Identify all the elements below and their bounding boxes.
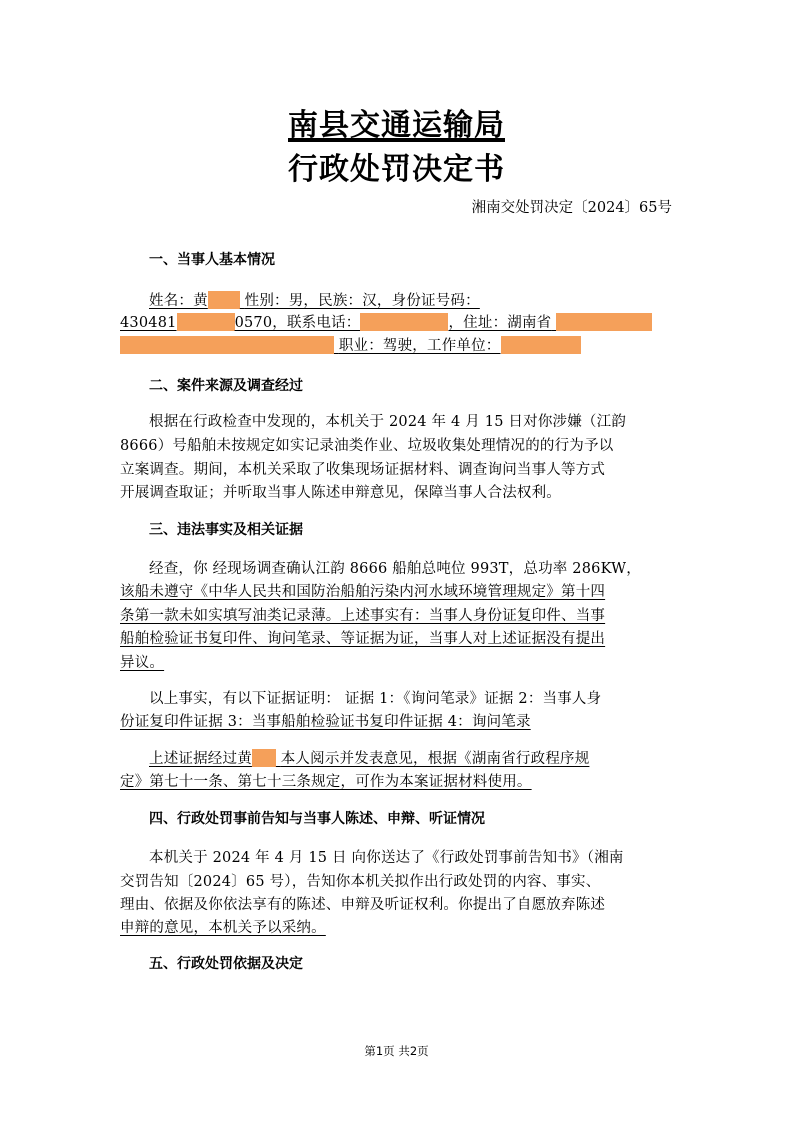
redaction-block (177, 313, 235, 331)
party-line-3: 职业：驾驶，工作单位： (120, 334, 581, 355)
section3-heading: 三、违法事实及相关证据 (149, 522, 303, 538)
redaction-block (556, 313, 652, 331)
section3-p1-line-1: 经查，你 经现场调查确认江韵 8666 船舶总吨位 993T，总功率 286KW， (149, 561, 641, 577)
redaction-block (360, 313, 448, 331)
redaction-block (252, 749, 276, 767)
section3-p1-line-2: 该船未遵守《中华人民共和国防治船舶污染内河水域环境管理规定》第十四 (120, 584, 606, 600)
section4-line-4: 申辩的意见，本机关予以采纳。 (120, 920, 326, 936)
party-line-2: 430481 0570，联系电话： ，住址：湖南省 (120, 311, 652, 332)
redaction-block (501, 336, 581, 354)
section4-line-3: 理由、依据及你依法享有的陈述、申辩及听证权利。你提出了自愿放弃陈述 (120, 897, 606, 913)
section4-heading: 四、行政处罚事前告知与当事人陈述、申辩、听证情况 (149, 811, 485, 827)
document-number: 湘南交处罚决定〔2024〕65号 (471, 200, 672, 216)
section3-p3-line-1: 上述证据经过黄 本人阅示并发表意见，根据《湖南省行政程序规 (149, 751, 590, 767)
section2-line-4: 开展调查取证；并听取当事人陈述申辩意见，保障当事人合法权利。 (120, 485, 561, 501)
page-number: 第1页 共2页 (364, 1044, 429, 1058)
section3-p2-line-2: 份证复印件证据 3：当事船舶检验证书复印件证据 4：询问笔录 (120, 714, 531, 730)
redaction-block (120, 336, 334, 354)
section2-heading: 二、案件来源及调查经过 (149, 378, 303, 394)
document-title: 行政处罚决定书 (288, 152, 505, 187)
section3-p1-line-3: 条第一款未如实填写油类记录薄。上述事实有：当事人身份证复印件、当事 (120, 608, 606, 624)
org-title: 南县交通运输局 (288, 108, 505, 143)
section4-line-2: 交罚告知〔2024〕65 号），告知你本机关拟作出行政处罚的内容、事实、 (120, 874, 601, 890)
section2-line-1: 根据在行政检查中发现的，本机关于 2024 年 4 月 15 日对你涉嫌（江韵 (149, 414, 627, 430)
section5-heading: 五、行政处罚依据及决定 (149, 956, 303, 972)
redaction-block (208, 291, 240, 309)
section2-line-3: 立案调查。期间，本机关采取了收集现场证据材料、调查询问当事人等方式 (120, 462, 606, 478)
party-line-1: 姓名：黄 性别：男，民族：汉，身份证号码： (149, 293, 480, 309)
section3-p1-line-4: 船舶检验证书复印件、询问笔录、等证据为证，当事人对上述证据没有提出 (120, 631, 606, 647)
section3-p1-line-5: 异议。 (120, 655, 165, 671)
section3-p3-line-2: 定》第七十一条、第七十三条规定，可作为本案证据材料使用。 (120, 774, 532, 790)
section3-p2-line-1: 以上事实，有以下证据证明： 证据 1：《询问笔录》证据 2：当事人身 (149, 691, 602, 707)
section4-line-1: 本机关于 2024 年 4 月 15 日 向你送达了《行政处罚事前告知书》（湘南 (149, 850, 624, 866)
section1-heading: 一、当事人基本情况 (149, 252, 275, 268)
section2-line-2: 8666）号船舶未按规定如实记录油类作业、垃圾收集处理情况的的行为予以 (120, 438, 614, 454)
